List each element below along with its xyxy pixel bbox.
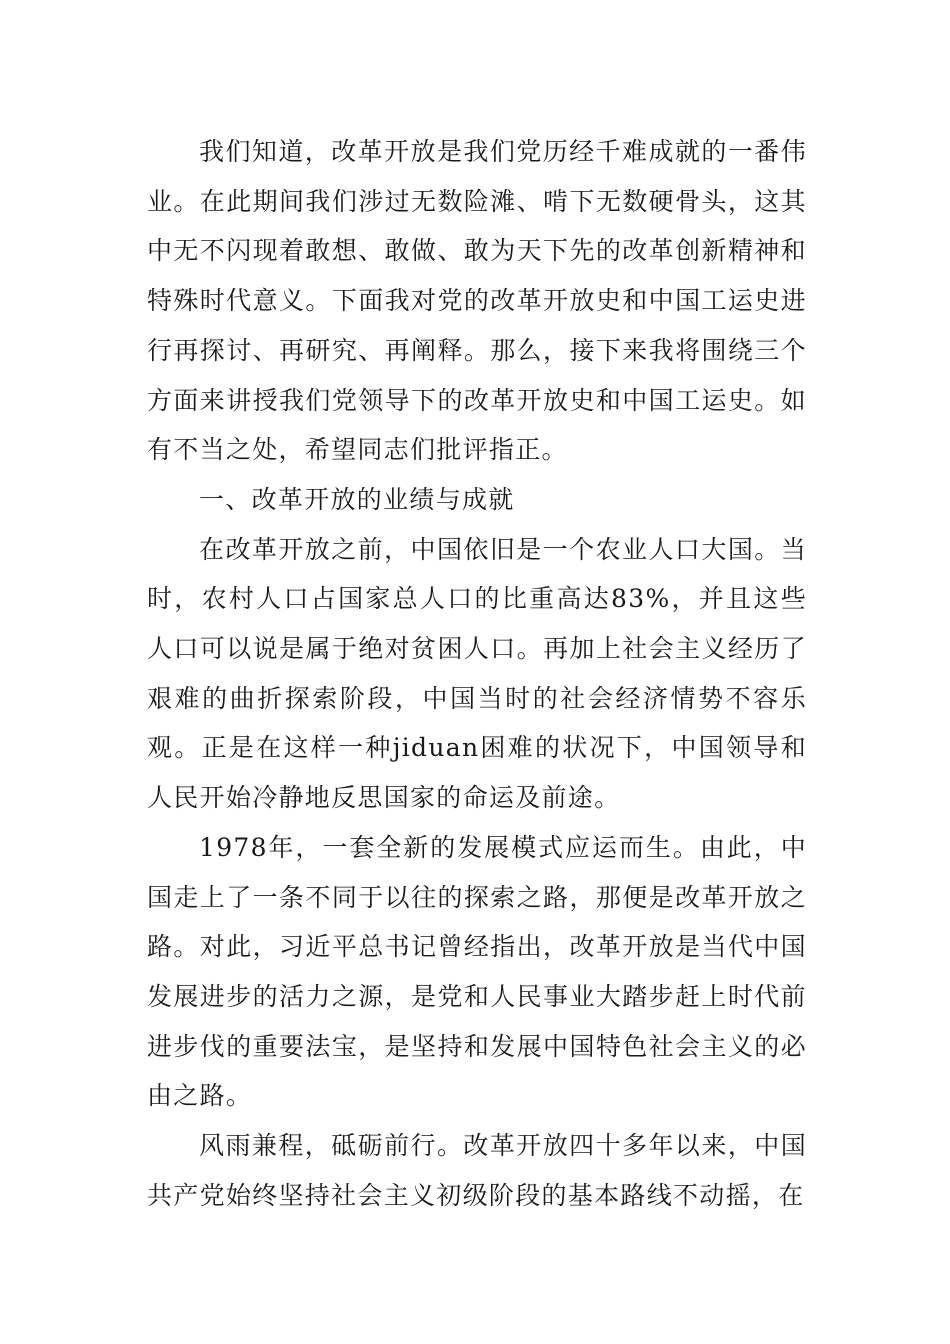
- section-heading: 一、改革开放的业绩与成就: [199, 484, 515, 514]
- intro-paragraph: 我们知道，改革开放是我们党历经千难成就的一番伟业。在此期间我们涉过无数险滩、啃下无数硬骨头，这其中无不闪现着敢想、敢做、敢为天下先的改革创新精神和特殊时代意义。下面我对党的改革开放史和中国工运史进行再探讨、再研究、再阐释。那么，接下来我将围绕三个方面来讲授我们党领导下的改革开放史和中国工运史。如有不当之处，希望同志们批评指正。: [147, 137, 807, 465]
- body-paragraph: 1978年，一套全新的发展模式应运而生。由此，中国走上了一条不同于以往的探索之路，那便是改革开放之路。对此，习近平总书记曾经指出，改革开放是当代中国发展进步的活力之源，是党和人民事业大踏步赶上时代前进步伐的重要法宝，是坚持和发展中国特色社会主义的必由之路。: [147, 832, 807, 1111]
- body-paragraph: 风雨兼程，砥砺前行。改革开放四十多年以来，中国共产党始终坚持社会主义初级阶段的基本路线不动摇，在: [147, 1131, 807, 1210]
- body-paragraph: 在改革开放之前，中国依旧是一个农业人口大国。当时，农村人口占国家总人口的比重高达83%，并且这些人口可以说是属于绝对贫困人口。再加上社会主义经历了艰难的曲折探索阶段，中国当时的社会经济情势不容乐观。正是在这样一种jiduan困难的状况下，中国领导和人民开始冷静地反思国家的命运及前途。: [147, 534, 807, 813]
- document-body: [147, 127, 807, 1220]
